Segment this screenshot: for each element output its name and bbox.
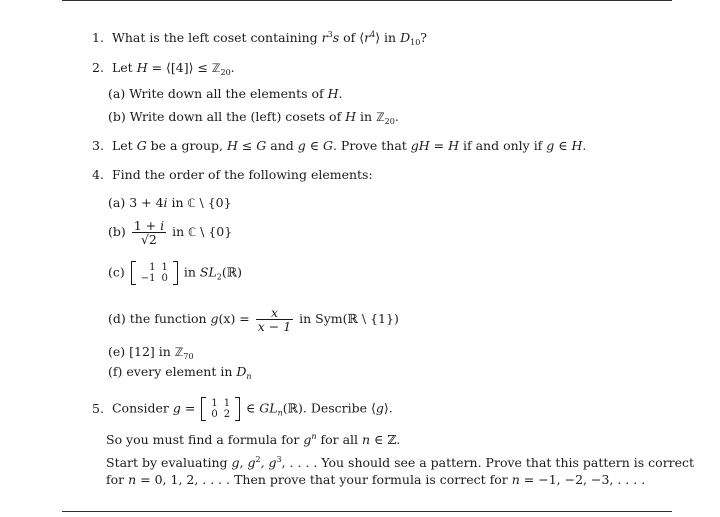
math-sub: n — [246, 372, 252, 381]
math-expr: (ℝ) — [221, 264, 242, 280]
math-var: SL — [199, 264, 217, 280]
math-sub: 2 — [216, 272, 222, 282]
question-text: ⟩ in — [375, 30, 401, 45]
question-text: of ⟨ — [339, 30, 365, 45]
question-text: = ⟨[4]⟩ ≤ — [147, 60, 212, 75]
question-text: in Sym(ℝ \ {1}) — [295, 311, 399, 327]
question-text: = 0, 1, 2, . . . . Then prove that your formula is correct for — [136, 472, 512, 487]
question-text: Write down all the elements of — [129, 86, 328, 101]
math-var: G — [136, 138, 147, 153]
math-var: g — [210, 311, 219, 327]
question-text: [12] in — [129, 344, 175, 359]
question-text: Start by evaluating — [106, 455, 232, 470]
math-var: , g — [260, 455, 277, 470]
question-text: if and only if — [459, 138, 547, 153]
fraction-denominator: √2 — [140, 232, 157, 248]
subpart-label: (d) — [108, 311, 126, 327]
question-2b — [108, 109, 399, 125]
math-sub: 10 — [410, 38, 421, 47]
math-sub: n — [277, 408, 283, 418]
question-text: be a group, — [146, 138, 227, 153]
question-text: Find the order of the following elements: — [111, 167, 373, 182]
subpart-label: (a) — [108, 195, 126, 210]
question-text: ∈ — [554, 138, 572, 153]
math-expr: \ {0} — [195, 195, 232, 210]
bottom-rule — [62, 511, 672, 512]
question-text: What is the left coset containing — [111, 30, 322, 45]
matrix — [201, 398, 240, 420]
question-text: ? — [420, 30, 427, 45]
fraction-numerator: x — [256, 306, 293, 320]
matrix-entry: −1 — [140, 273, 156, 284]
question-4a — [108, 195, 232, 211]
math-var: GL — [259, 400, 278, 416]
question-number: 1. — [92, 30, 104, 45]
question-text: . Prove that — [332, 138, 411, 153]
matrix — [131, 262, 178, 284]
question-2a — [108, 86, 343, 101]
question-4f — [108, 364, 252, 379]
math-exp: 3 — [276, 455, 282, 464]
math-var: g — [297, 138, 306, 153]
math-exp: 2 — [255, 455, 261, 464]
question-5-para-2 — [106, 455, 694, 470]
question-text: . — [394, 109, 399, 124]
question-4 — [92, 167, 373, 182]
math-var: n — [511, 472, 520, 487]
question-text: . — [582, 138, 587, 153]
math-set: ℂ — [187, 196, 196, 210]
math-var: g, g — [231, 455, 256, 470]
question-text: . — [230, 60, 235, 75]
math-var: G — [322, 138, 333, 153]
question-text: = — [429, 138, 449, 153]
math-var: g — [172, 400, 181, 416]
math-set: ℤ — [211, 61, 221, 75]
question-3 — [92, 138, 586, 153]
math-set: ℂ — [188, 225, 197, 240]
math-var: g — [303, 432, 312, 447]
subpart-label: (f) — [108, 364, 123, 379]
math-expr: (x) = — [218, 311, 254, 327]
math-var: r — [321, 30, 328, 45]
math-set: ℤ — [376, 110, 385, 124]
fraction — [132, 219, 166, 246]
math-var: D — [236, 364, 247, 379]
math-var: n — [128, 472, 137, 487]
math-sub: 20 — [384, 117, 395, 126]
matrix-entry: 1 — [211, 398, 218, 409]
question-text: Write down all the (left) cosets of — [129, 109, 346, 124]
subpart-label: (e) — [108, 344, 126, 359]
matrix-entry: 0 — [211, 409, 218, 420]
subpart-label: (b) — [108, 224, 126, 240]
math-var: H — [226, 138, 238, 153]
math-var: i — [160, 218, 165, 233]
math-expr: = — [180, 400, 200, 416]
matrix-grid — [138, 262, 171, 284]
question-2 — [92, 60, 235, 76]
question-4d — [108, 306, 399, 333]
math-var: H — [136, 60, 148, 75]
question-text: . — [338, 86, 343, 101]
math-var: H — [345, 109, 357, 124]
matrix-grid — [208, 398, 233, 420]
math-var: H — [571, 138, 583, 153]
matrix-entry: 2 — [223, 409, 231, 420]
math-var: H — [327, 86, 339, 101]
math-sub: 70 — [183, 352, 194, 361]
math-expr: ∈ — [242, 400, 260, 416]
question-text: in — [167, 195, 188, 210]
question-text: Let — [111, 138, 137, 153]
question-5-para-1 — [106, 432, 400, 447]
math-set: ℤ — [174, 345, 184, 359]
question-text: for all — [316, 432, 363, 447]
math-expr: \ {0} — [196, 224, 233, 240]
question-text: ∈ ℤ. — [370, 432, 401, 447]
math-exp: n — [311, 432, 317, 441]
question-text: in — [168, 224, 189, 240]
question-text: in — [356, 109, 377, 124]
math-var: gH — [410, 138, 430, 153]
math-exp: 4 — [370, 30, 376, 39]
math-exp: 3 — [327, 30, 333, 39]
question-5 — [92, 398, 393, 420]
question-text: the function — [129, 311, 211, 327]
question-4b — [108, 219, 232, 246]
subpart-label: (c) — [108, 264, 125, 280]
question-4c — [108, 262, 242, 284]
math-var: r — [364, 30, 371, 45]
matrix-entry: 1 — [161, 262, 168, 273]
matrix-entry: 1 — [223, 398, 231, 409]
question-text: in — [179, 264, 200, 280]
math-var: D — [400, 30, 411, 45]
math-var: g — [546, 138, 555, 153]
question-number: 3. — [92, 138, 104, 153]
fraction-denominator: x − 1 — [257, 319, 292, 335]
question-text: ∈ — [305, 138, 323, 153]
math-expr: 1 + — [133, 218, 161, 233]
math-var: H — [448, 138, 460, 153]
question-text: every element in — [126, 364, 237, 379]
question-text: , . . . . You should see a pattern. Prove that this pattern is correct — [281, 455, 695, 470]
question-text: So you must find a formula for — [106, 432, 304, 447]
question-text: = −1, −2, −3, . . . . — [519, 472, 646, 487]
question-text: Let — [111, 60, 137, 75]
fraction — [256, 306, 293, 333]
question-number: 2. — [92, 60, 104, 75]
math-var: i — [163, 195, 168, 210]
question-text: Consider — [111, 400, 173, 416]
math-var: G — [256, 138, 267, 153]
math-var: n — [362, 432, 371, 447]
question-text: (ℝ). Describe ⟨ — [282, 400, 376, 416]
question-text: ≤ — [237, 138, 257, 153]
question-text: and — [266, 138, 298, 153]
question-5-para-3 — [106, 472, 645, 487]
question-number: 5. — [92, 400, 104, 416]
subpart-label: (b) — [108, 109, 126, 124]
matrix-entry: 0 — [161, 273, 168, 284]
question-4e — [108, 344, 194, 360]
math-var: s — [332, 30, 340, 45]
math-var: g — [375, 400, 384, 416]
question-text: for — [106, 472, 129, 487]
subpart-label: (a) — [108, 86, 126, 101]
question-number: 4. — [92, 167, 104, 182]
question-1 — [92, 30, 427, 45]
matrix-entry: 1 — [149, 262, 156, 273]
fraction-numerator — [132, 219, 166, 233]
math-sub: 20 — [220, 68, 231, 77]
question-text: ⟩. — [383, 400, 393, 416]
math-expr: 3 + 4 — [129, 195, 164, 210]
